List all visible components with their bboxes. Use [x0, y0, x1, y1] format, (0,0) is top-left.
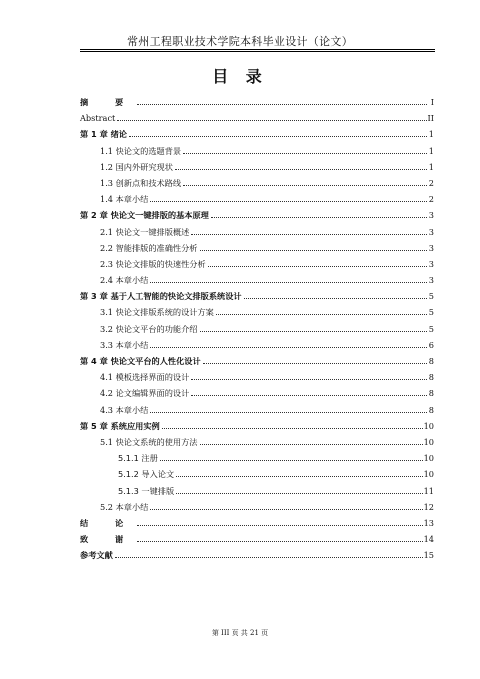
toc-entry[interactable] — [80, 486, 434, 502]
toc-entry-label: 结 论 — [80, 517, 136, 528]
toc-entry[interactable] — [80, 340, 434, 356]
toc-entry[interactable] — [80, 178, 434, 194]
toc-leader-dots — [176, 492, 422, 494]
toc-leader-dots — [137, 103, 427, 105]
toc-entry-label: 5.1.2 导入论文 — [118, 469, 175, 480]
toc-entry-label: 第 1 章 绪论 — [80, 129, 127, 140]
toc-entry-page: 8 — [428, 372, 434, 383]
toc-entry[interactable] — [80, 437, 434, 453]
toc-entry-label: 3.2 快论文平台的功能介绍 — [100, 323, 198, 334]
toc-entry-page: 15 — [423, 550, 434, 561]
toc-entry-label: 2.3 快论文排版的快速性分析 — [100, 258, 206, 269]
toc-leader-dots — [244, 297, 427, 299]
toc-leader-dots — [200, 443, 423, 445]
toc-entry[interactable] — [80, 210, 434, 226]
toc-entry[interactable] — [80, 307, 434, 323]
toc-leader-dots — [208, 265, 427, 267]
toc-entry-page: 5 — [428, 323, 434, 334]
toc-entry[interactable] — [80, 469, 434, 485]
toc-leader-dots — [150, 411, 427, 413]
toc-leader-dots — [203, 362, 427, 364]
toc-entry[interactable] — [80, 162, 434, 178]
toc-entry-page: 8 — [428, 404, 434, 415]
toc-title: 目 录 — [212, 67, 268, 86]
toc-entry-page: 8 — [428, 356, 434, 366]
toc-entry[interactable] — [80, 194, 434, 210]
toc-leader-dots — [150, 200, 427, 202]
toc-entry-label: 5.1.3 一键排版 — [118, 485, 175, 496]
toc-entry-page: 10 — [423, 469, 434, 480]
toc-entry[interactable] — [80, 129, 434, 145]
toc-leader-dots — [160, 459, 423, 461]
toc-entry-page: 3 — [428, 210, 434, 221]
toc-entry-label: 2.2 智能排版的准确性分析 — [100, 242, 198, 253]
toc-leader-dots — [129, 135, 427, 137]
toc-entry-page: 3 — [428, 226, 434, 237]
toc-leader-dots — [191, 394, 427, 396]
toc-entry[interactable] — [80, 405, 434, 421]
toc-entry-page: 1 — [428, 161, 434, 172]
toc-entry[interactable] — [80, 146, 434, 162]
toc-entry-label: 5.2 本章小结 — [100, 501, 149, 512]
toc-entry[interactable] — [80, 324, 434, 340]
toc-entry-page: 10 — [423, 420, 434, 431]
toc-entry[interactable] — [80, 518, 434, 534]
toc-entry-label: 4.3 本章小结 — [100, 404, 149, 415]
toc-entry[interactable] — [80, 356, 434, 372]
toc-entry-label: 5.1.1 注册 — [118, 453, 158, 464]
toc-entry[interactable] — [80, 550, 434, 566]
toc-entry-page: I — [430, 97, 434, 107]
toc-leader-dots — [150, 281, 427, 283]
toc-entry[interactable] — [80, 534, 434, 550]
toc-entry-label: 摘 要 — [80, 97, 136, 107]
toc-entry-label: 5.1 快论文系统的使用方法 — [100, 436, 198, 447]
toc-entry-label: 1.2 国内外研究现状 — [100, 161, 173, 172]
toc-entry-page: 10 — [423, 436, 434, 447]
toc-leader-dots — [183, 184, 427, 186]
header-rule-double — [80, 51, 435, 52]
toc-entry-page: 2 — [428, 194, 434, 205]
toc-entry-label: 1.3 创新点和技术路线 — [100, 177, 182, 188]
toc-entry[interactable] — [80, 372, 434, 388]
toc-entry-label: 第 4 章 快论文平台的人性化设计 — [80, 356, 201, 366]
toc-entry[interactable] — [80, 275, 434, 291]
toc-entry-page: 1 — [428, 145, 434, 156]
toc-leader-dots — [115, 556, 423, 558]
toc-entry-label: 4.2 论文编辑界面的设计 — [100, 388, 190, 399]
toc-entry-label: 3.1 快论文排版系统的设计方案 — [100, 307, 214, 318]
toc-entry-label: 2.4 本章小结 — [100, 275, 149, 286]
toc-entry-label: Abstract — [80, 113, 116, 124]
toc-leader-dots — [176, 475, 422, 477]
toc-entry-page: 14 — [423, 534, 434, 545]
toc-entry-label: 3.3 本章小结 — [100, 339, 149, 350]
toc-entry[interactable] — [80, 113, 434, 129]
toc-leader-dots — [191, 378, 427, 380]
toc-entry-label: 1.4 本章小结 — [100, 194, 149, 205]
toc-leader-dots — [150, 508, 422, 510]
toc-entry-page: 6 — [428, 339, 434, 350]
toc-entry-page: 3 — [428, 275, 434, 286]
toc-entry-page: 10 — [423, 453, 434, 464]
toc-leader-dots — [183, 152, 427, 154]
toc-entry-page: 8 — [428, 388, 434, 399]
toc-entry[interactable] — [80, 388, 434, 404]
toc-entry-label: 第 5 章 系统应用实例 — [80, 420, 160, 431]
toc-leader-dots — [211, 216, 427, 218]
toc-entry-page: 11 — [423, 485, 434, 496]
toc-entry-label: 致 谢 — [80, 534, 136, 545]
toc-entry[interactable] — [80, 243, 434, 259]
header-rule — [80, 49, 435, 50]
toc-entry-page: 3 — [428, 258, 434, 269]
toc-entry-label: 1.1 快论文的选题背景 — [100, 145, 182, 156]
toc-entry-page: 3 — [428, 242, 434, 253]
toc-entry-label: 第 2 章 快论文一键排版的基本原理 — [80, 210, 209, 221]
toc-leader-dots — [137, 524, 422, 526]
toc-entry-page: II — [427, 113, 434, 124]
toc-entry[interactable] — [80, 291, 434, 307]
toc-entry[interactable] — [80, 421, 434, 437]
toc-entry-page: 1 — [428, 129, 434, 140]
toc-leader-dots — [216, 313, 427, 315]
toc-leader-dots — [200, 249, 428, 251]
page-footer: 第 III 页 共 21 页 — [211, 629, 269, 637]
toc-leader-dots — [162, 427, 423, 429]
toc-entry[interactable] — [80, 453, 434, 469]
toc-leader-dots — [117, 119, 426, 121]
toc-entry-page: 2 — [428, 177, 434, 188]
table-of-contents — [80, 97, 434, 566]
toc-entry[interactable] — [80, 227, 434, 243]
toc-entry-page: 5 — [428, 307, 434, 318]
running-header: 常州工程职业技术学院本科毕业设计（论文） — [127, 35, 353, 48]
toc-entry[interactable] — [80, 97, 434, 113]
toc-entry-label: 4.1 模板选择界面的设计 — [100, 372, 190, 383]
toc-leader-dots — [175, 168, 427, 170]
toc-leader-dots — [191, 233, 427, 235]
toc-entry-label: 2.1 快论文一键排版概述 — [100, 226, 190, 237]
toc-leader-dots — [200, 330, 428, 332]
toc-entry-label: 参考文献 — [80, 550, 113, 561]
toc-entry[interactable] — [80, 502, 434, 518]
toc-entry-page: 5 — [428, 291, 434, 302]
toc-entry-label: 第 3 章 基于人工智能的快论文排版系统设计 — [80, 291, 242, 302]
toc-entry-page: 13 — [423, 517, 434, 528]
toc-leader-dots — [150, 346, 427, 348]
toc-entry[interactable] — [80, 259, 434, 275]
toc-entry-page: 12 — [423, 501, 434, 512]
toc-leader-dots — [137, 540, 422, 542]
